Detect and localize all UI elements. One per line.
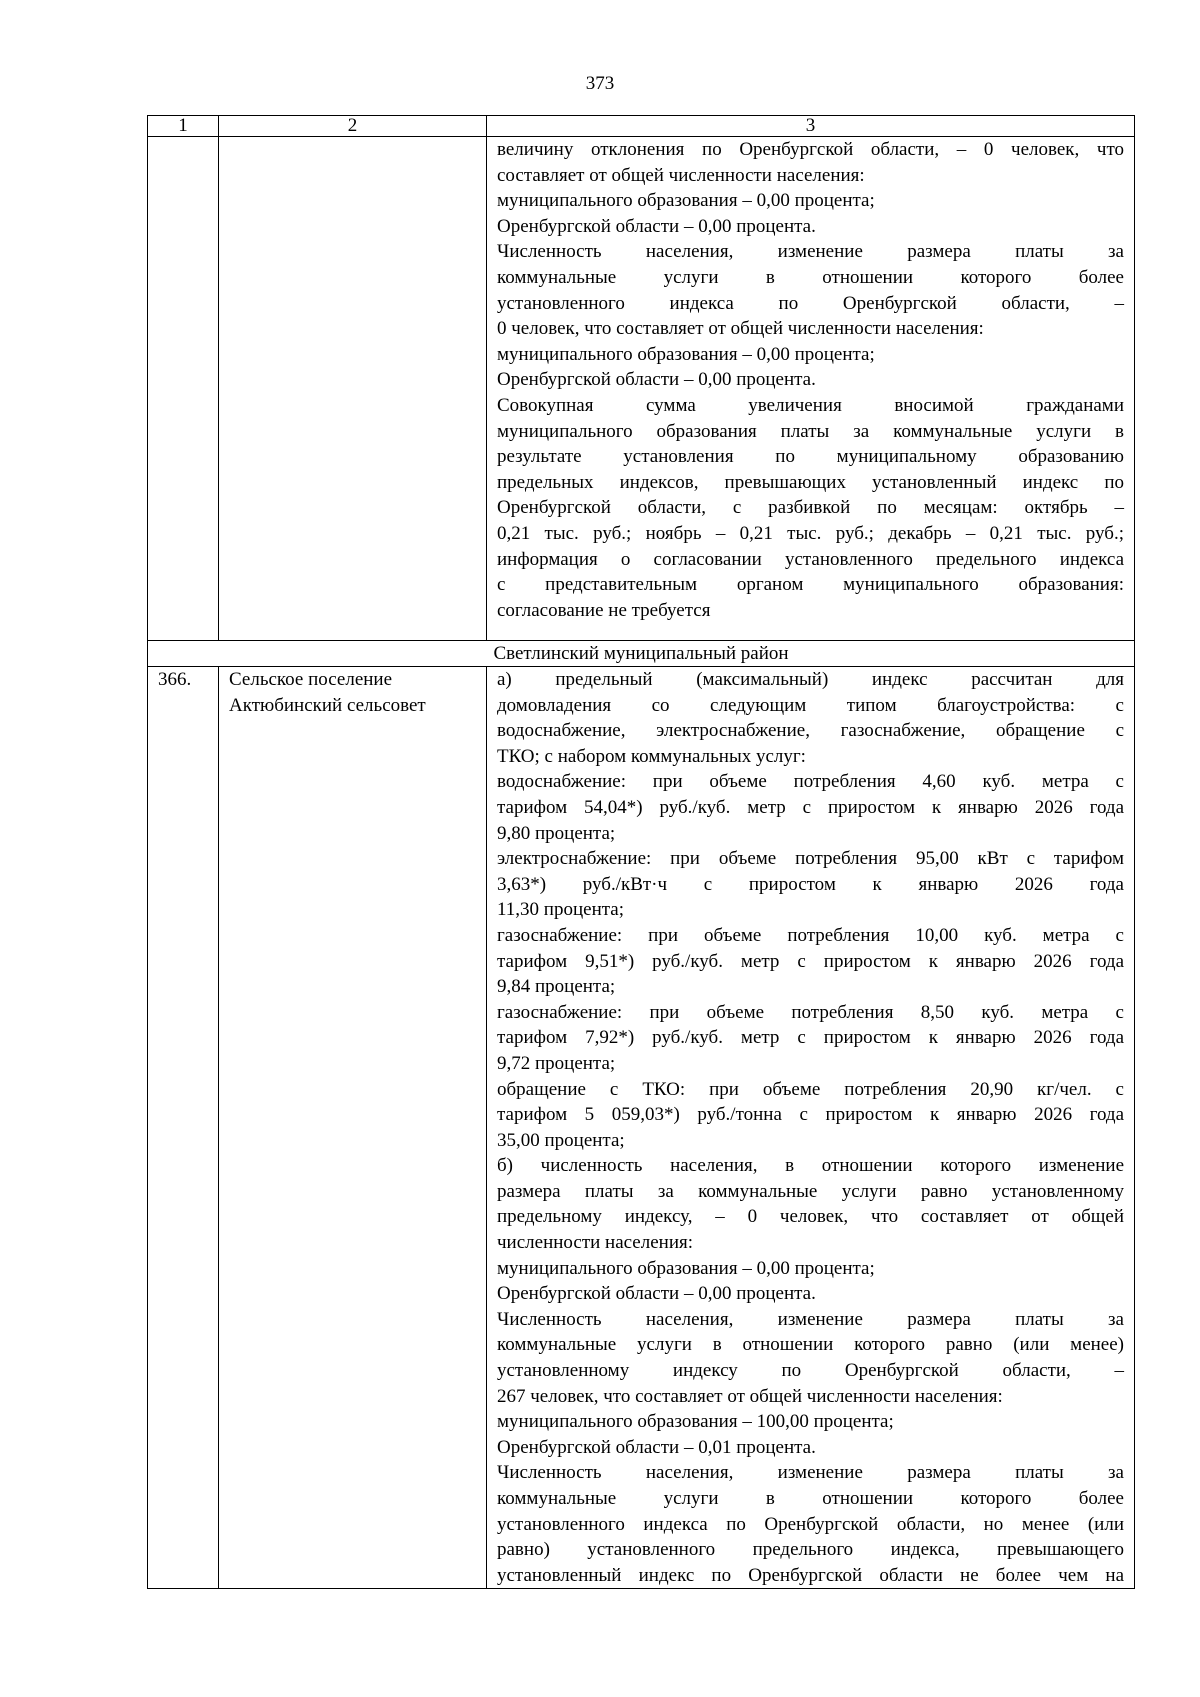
text-line: установленный индекс по Оренбургской области не более чем на — [497, 1564, 1124, 1586]
text-line: предельных индексов, превышающих установленный индекс по — [497, 471, 1124, 493]
table-row-continued — [148, 137, 1135, 641]
text-line: Численность населения, изменение размера платы за — [497, 1462, 1124, 1484]
text-line: водоснабжение, электроснабжение, газоснабжение, обращение с — [497, 720, 1124, 742]
text-line: тарифом 54,04*) руб./куб. метр с приростом к январю 2026 года — [497, 796, 1124, 818]
text-line: Совокупная сумма увеличения вносимой гражданами — [497, 394, 1124, 416]
text-line: численности населения: — [497, 1232, 694, 1254]
text-line: Оренбургской области – 0,00 процента. — [497, 215, 816, 237]
text-line: величину отклонения по Оренбургской области, – 0 человек, что — [497, 139, 1124, 160]
text-line: Оренбургской области – 0,00 процента. — [497, 1283, 816, 1305]
header-col-1: 1 — [148, 116, 219, 137]
text-line: равно) установленного предельного индекса, превышающего — [497, 1539, 1124, 1561]
text-line: Оренбургской области – 0,00 процента. — [497, 369, 816, 391]
text-line: а) предельный (максимальный) индекс рассчитан для — [497, 669, 1124, 690]
text-line: б) численность населения, в отношении которого изменение — [497, 1155, 1124, 1177]
text-line: установленного индекса по Оренбургской области, но менее (или — [497, 1513, 1124, 1535]
text-line: размера платы за коммунальные услуги равно установленному — [497, 1180, 1124, 1202]
text-line: 267 человек, что составляет от общей численности населения: — [497, 1385, 1003, 1407]
text-line: муниципального образования платы за коммунальные услуги в — [497, 420, 1124, 442]
text-line: муниципального образования – 100,00 процента; — [497, 1411, 894, 1433]
text-line: 0,21 тыс. руб.; ноябрь – 0,21 тыс. руб.; декабрь – 0,21 тыс. руб.; — [497, 522, 1124, 544]
text-line: Численность населения, изменение размера платы за — [497, 1308, 1124, 1330]
text-line: коммунальные услуги в отношении которого равно (или менее) — [497, 1334, 1124, 1356]
text-line: согласование не требуется — [497, 599, 711, 621]
text-line: 11,30 процента; — [497, 899, 624, 921]
table-header-row — [148, 116, 1135, 137]
text-line: Оренбургской области – 0,01 процента. — [497, 1436, 816, 1458]
text-line: предельному индексу, – 0 человек, что составляет от общей — [497, 1206, 1124, 1228]
municipality-name-line: Актюбинский сельсовет — [229, 694, 426, 716]
text-line: газоснабжение: при объеме потребления 10,00 куб. метра с — [497, 924, 1124, 946]
text-line: муниципального образования – 0,00 процента; — [497, 1257, 875, 1279]
header-col-2: 2 — [219, 116, 487, 137]
row-number: 366. — [148, 667, 219, 1589]
table-row-366 — [148, 667, 1135, 1589]
text-line: 9,84 процента; — [497, 976, 616, 998]
tariff-index-table — [147, 115, 1135, 1589]
text-line: информация о согласовании установленного предельного индекса — [497, 548, 1124, 570]
text-line: 9,72 процента; — [497, 1052, 616, 1074]
cell-description-366 — [487, 667, 1135, 1589]
section-header-row — [148, 641, 1135, 667]
cell-name-empty — [219, 137, 487, 641]
section-title: Светлинский муниципальный район — [148, 641, 1135, 667]
text-line: муниципального образования – 0,00 процента; — [497, 343, 875, 365]
text-line: ТКО; с набором коммунальных услуг: — [497, 745, 806, 767]
text-line: коммунальные услуги в отношении которого более — [497, 1488, 1124, 1509]
text-line: тарифом 5 059,03*) руб./тонна с приростом к январю 2026 года — [497, 1104, 1124, 1126]
text-line: газоснабжение: при объеме потребления 8,50 куб. метра с — [497, 1001, 1124, 1023]
page-number: 373 — [585, 73, 615, 94]
text-line: 3,63*) руб./кВт·ч с приростом к январю 2026 года — [497, 873, 1124, 895]
text-line: установленному индексу по Оренбургской области, – — [497, 1360, 1124, 1382]
text-line: 0 человек, что составляет от общей численности населения: — [497, 318, 984, 340]
cell-number-empty — [148, 137, 219, 641]
text-line: тарифом 7,92*) руб./куб. метр с приростом к январю 2026 года — [497, 1027, 1124, 1049]
municipality-name — [219, 667, 487, 1589]
text-line: 35,00 процента; — [497, 1129, 625, 1151]
text-line: обращение с ТКО: при объеме потребления 20,90 кг/чел. с — [497, 1078, 1124, 1100]
text-line: тарифом 9,51*) руб./куб. метр с приростом к январю 2026 года — [497, 950, 1124, 972]
text-line: муниципального образования – 0,00 процента; — [497, 190, 875, 212]
text-line: установленного индекса по Оренбургской области, – — [497, 292, 1124, 314]
text-line: результате установления по муниципальному образованию — [497, 446, 1124, 468]
text-line: домовладения со следующим типом благоустройства: с — [497, 694, 1124, 716]
text-line: водоснабжение: при объеме потребления 4,60 куб. метра с — [497, 771, 1124, 793]
text-line: составляет от общей численности населения: — [497, 164, 865, 186]
text-line: с представительным органом муниципального образования: — [497, 574, 1124, 596]
text-line: 9,80 процента; — [497, 822, 616, 844]
text-line: Оренбургской области, с разбивкой по месяцам: октябрь – — [497, 497, 1124, 519]
municipality-name-line: Сельское поселение — [229, 669, 393, 690]
cell-description-continued — [487, 137, 1135, 641]
text-line: коммунальные услуги в отношении которого более — [497, 266, 1124, 288]
text-line: Численность населения, изменение размера платы за — [497, 241, 1124, 263]
description-text — [497, 667, 1124, 1588]
header-col-3: 3 — [487, 116, 1135, 137]
description-text — [497, 137, 1124, 623]
text-line: электроснабжение: при объеме потребления 95,00 кВт с тарифом — [497, 848, 1124, 870]
